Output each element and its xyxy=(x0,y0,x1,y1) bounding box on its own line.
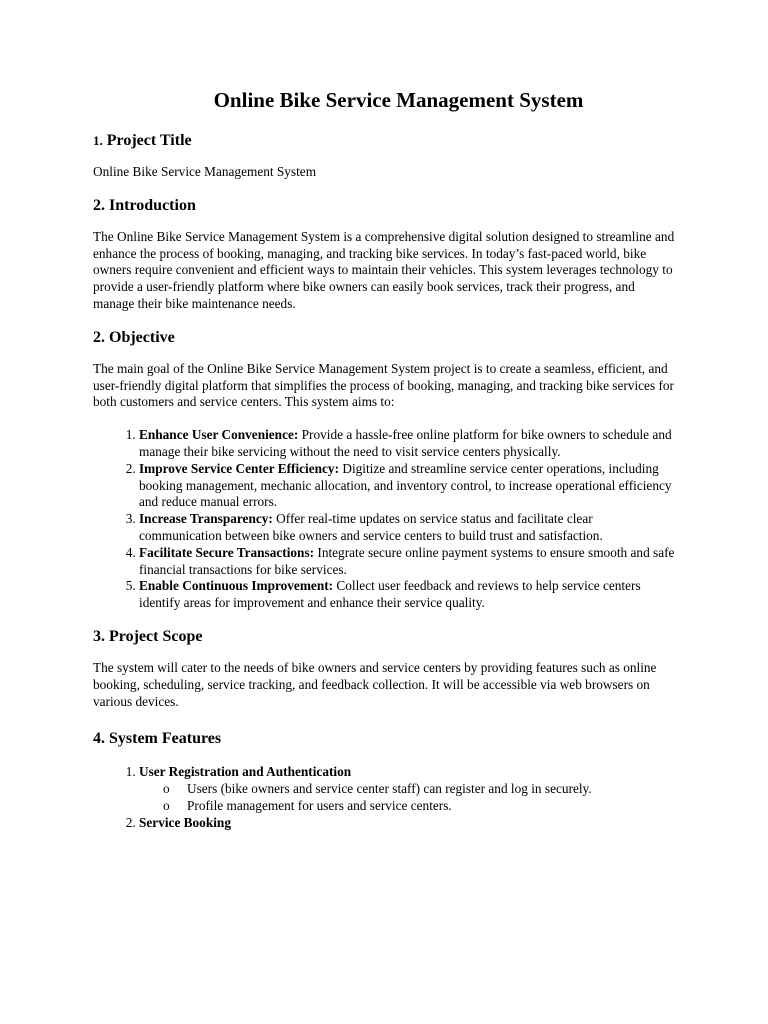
objective-text: The main goal of the Online Bike Service Management System project is to create a seamless, efficient, and user-friendly digital platform that simplifies the process of booking, managing, and tracking bike services for both customers and service centers. This system aims to: xyxy=(93,360,674,410)
heading-objective: 2. Objective xyxy=(93,328,175,346)
features-list xyxy=(93,764,678,831)
list-item xyxy=(139,461,678,511)
list-item xyxy=(139,545,678,579)
heading-text: Project Title xyxy=(106,132,192,149)
heading-project-title xyxy=(93,130,678,152)
objective-list xyxy=(93,427,678,612)
sub-list-item-text: Users (bike owners and service center staff) can register and log in securely. xyxy=(187,781,592,797)
list-item-text: Integrate secure online payment systems to ensure smooth and safe financial transactions for bike services. xyxy=(139,544,675,577)
list-item xyxy=(139,578,678,612)
list-item-text: Digitize and streamline service center operations, including booking management, mechanic allocation, and inventory control, to increase operational efficiency and reduce manual errors. xyxy=(139,460,672,510)
list-item-label: Enable Continuous Improvement: xyxy=(139,578,334,594)
list-item xyxy=(139,511,678,545)
heading-number: 1. xyxy=(93,133,103,148)
sub-list-item-text: Profile management for users and service centers. xyxy=(187,797,452,813)
list-item xyxy=(139,815,678,832)
bullet: o xyxy=(163,781,170,797)
sub-list-item xyxy=(163,798,678,815)
bullet: o xyxy=(163,797,170,813)
list-item-label: User Registration and Authentication xyxy=(139,764,352,780)
heading-system-features: 4. System Features xyxy=(93,730,222,748)
list-item-label: Improve Service Center Efficiency: xyxy=(139,460,340,476)
document-page xyxy=(93,86,678,832)
list-item-label: Service Booking xyxy=(139,814,231,830)
sub-list-item xyxy=(163,781,678,798)
list-item-label: Enhance User Convenience: xyxy=(139,427,299,443)
introduction-text: The Online Bike Service Management System is a comprehensive digital solution designed to streamline and enhance the process of booking, managing, and tracking bike services. In today’s fast-paced world, bike owners require convenient and efficient ways to maintain their vehicles. This system leverages technology to provide a user-friendly platform where bike owners can easily book services, track their progress, and manage their bike maintenance needs. xyxy=(93,228,675,311)
list-item-label: Increase Transparency: xyxy=(139,511,273,527)
sub-list xyxy=(139,781,678,815)
list-item-label: Facilitate Secure Transactions: xyxy=(139,544,315,560)
list-item-text: Provide a hassle-free online platform for bike owners to schedule and manage their bike servicing without the need to visit service centers physically. xyxy=(139,427,672,459)
heading-introduction: 2. Introduction xyxy=(93,196,196,214)
list-item-text: Offer real-time updates on service status and facilitate clear communication between bike owners and service centers to build trust and satisfaction. xyxy=(139,511,603,543)
list-item xyxy=(139,427,678,461)
list-item-text: Collect user feedback and reviews to help service centers identify areas for improvement and enhance their service quality. xyxy=(139,578,641,611)
project-title-text: Online Bike Service Management System xyxy=(93,164,317,179)
document-title: Online Bike Service Management System xyxy=(213,88,584,112)
heading-project-scope: 3. Project Scope xyxy=(93,627,203,645)
scope-text: The system will cater to the needs of bike owners and service centers by providing features such as online booking, scheduling, service tracking, and feedback collection. It will be accessible via web browsers on various devices. xyxy=(93,659,657,709)
list-item xyxy=(139,764,678,814)
